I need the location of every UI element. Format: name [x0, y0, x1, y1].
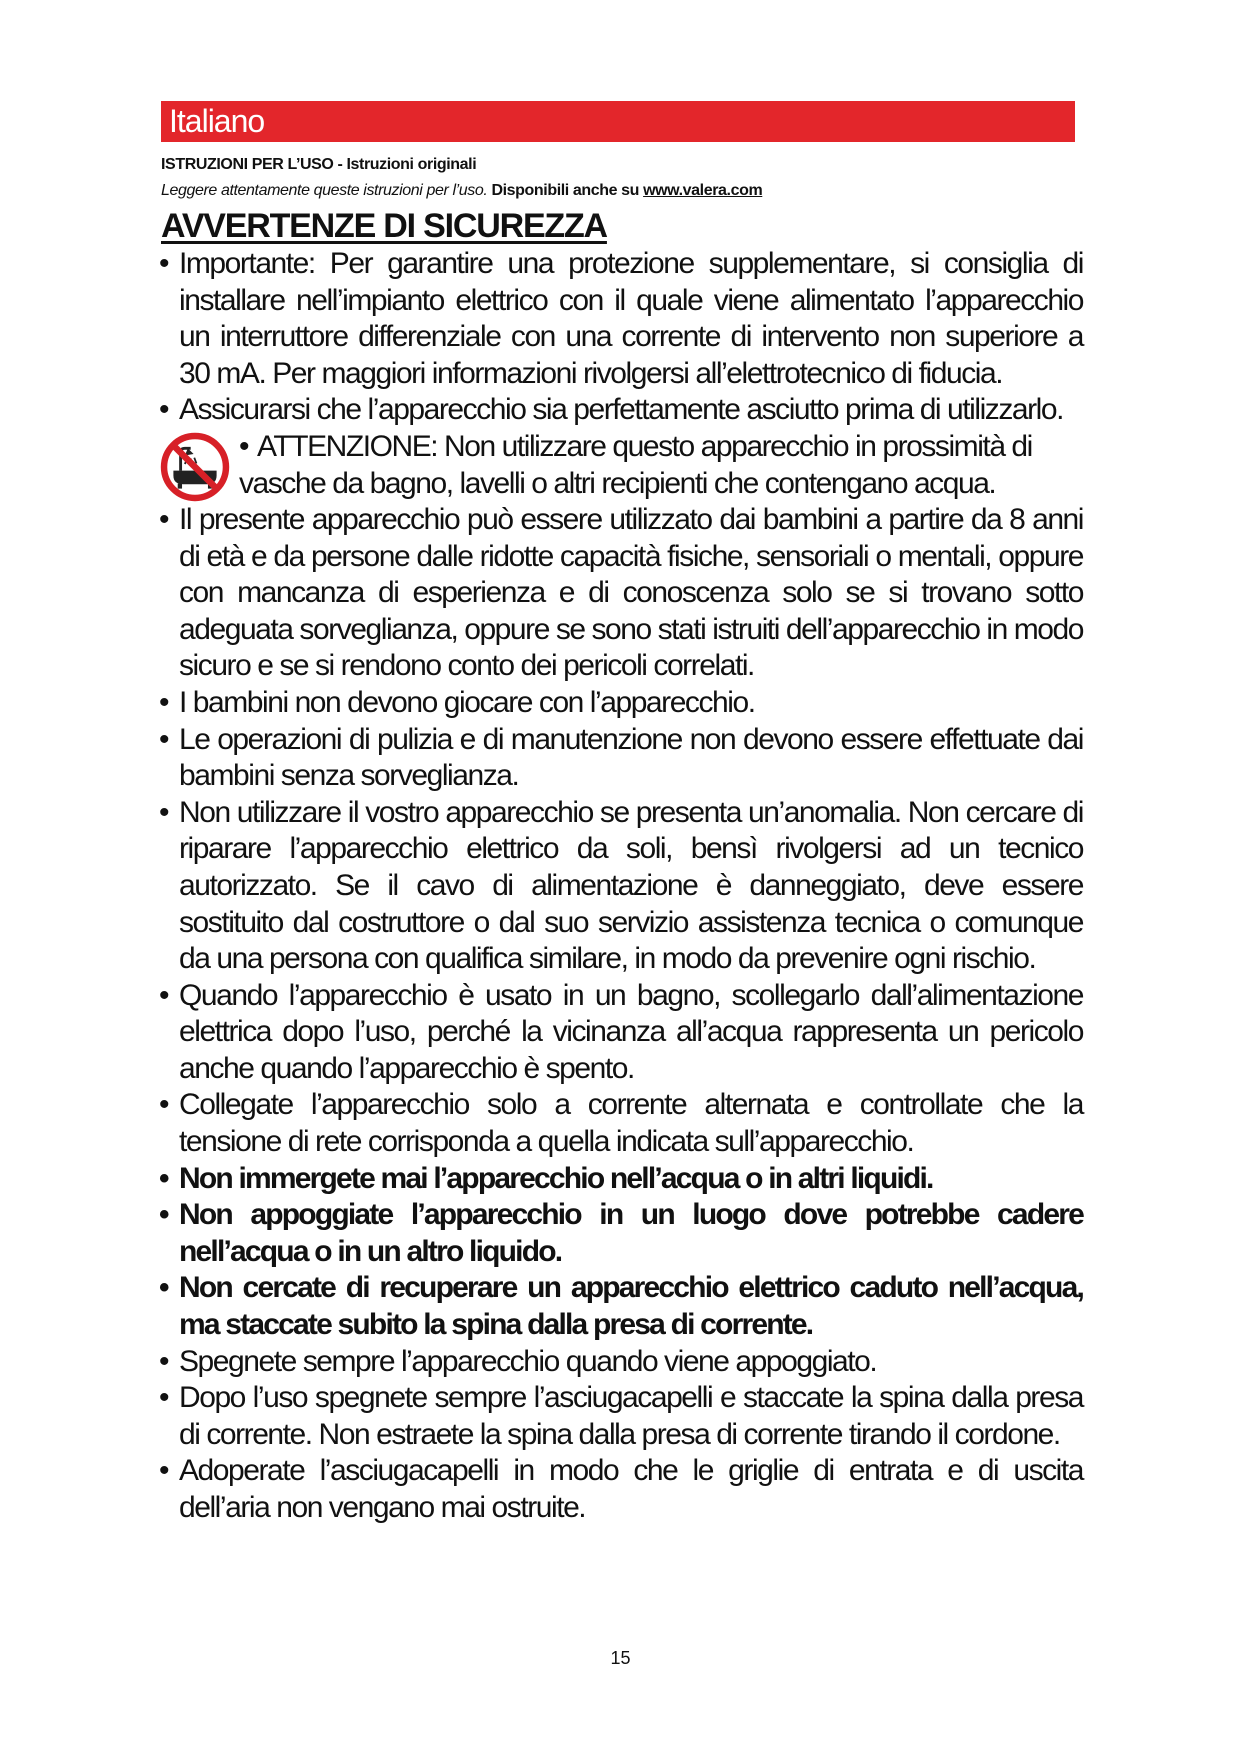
warning-block: [159, 429, 1083, 502]
website-link[interactable]: www.valera.com: [643, 182, 763, 199]
list-item: • Dopo l’uso spegnete sempre l’asciugacapelli e staccate la spina dalla presa di corrente. Non estraete la spina dalla presa di corrente tirando il cordone.: [159, 1380, 1083, 1453]
document-subtitle: ISTRUZIONI PER L’USO - Istruzioni originali: [161, 156, 477, 173]
language-label: Italiano: [169, 103, 265, 139]
list-item: • Spegnete sempre l’apparecchio quando viene appoggiato.: [159, 1344, 1083, 1381]
warning-text: • ATTENZIONE: Non utilizzare questo apparecchio in prossimità di vasche da bagno, lavelli o altri recipienti che contengano acqua.: [239, 429, 1032, 500]
warning-content: ATTENZIONE: Non utilizzare questo apparecchio in prossimità di vasche da bagno, lavelli o altri recipienti che contengano acqua.: [239, 429, 1032, 500]
list-item: • Adoperate l’asciugacapelli in modo che le griglie di entrata e di uscita dell’aria non vengano mai ostruite.: [159, 1453, 1083, 1526]
list-item: • Le operazioni di pulizia e di manutenzione non devono essere effettuate dai bambini senza sorveglianza.: [159, 722, 1083, 795]
list-item-bold: • Non cercate di recuperare un apparecchio elettrico caduto nell’acqua, ma staccate subito la spina dalla presa di corrente.: [159, 1270, 1083, 1343]
language-bar: [161, 101, 1075, 142]
read-note: [161, 182, 762, 200]
page-number: 15: [610, 1648, 631, 1668]
list-item: • Il presente apparecchio può essere utilizzato dai bambini a partire da 8 anni di età e da persone dalle ridotte capacità fisiche, sensoriali o mentali, oppure con mancanza di esperienza e di conoscenza solo se si trovano sotto adeguata sorveglianza, oppure se sono stati istruiti dell’apparecchio in modo sicuro e se si rendono conto dei pericoli correlati.: [159, 502, 1083, 685]
no-bathtub-icon: [159, 431, 231, 503]
list-item: • Importante: Per garantire una protezione supplementare, si consiglia di installare nell’impianto elettrico con il quale viene alimentato l’apparecchio un interruttore differenziale con una corrente di intervento non superiore a 30 mA. Per maggiori informazioni rivolgersi all’elettrotecnico di fiducia.: [159, 246, 1083, 392]
list-item-bold: • Non immergete mai l’apparecchio nell’acqua o in altri liquidi.: [159, 1161, 1083, 1198]
list-item: • Non utilizzare il vostro apparecchio se presenta un’anomalia. Non cercare di riparare l’apparecchio elettrico da soli, bensì rivolgersi ad un tecnico autorizzato. Se il cavo di alimentazione è danneggiato, deve essere sostituito dal costruttore o dal suo servizio assistenza tecnica o comunque da una persona con qualifica similare, in modo da prevenire ogni rischio.: [159, 795, 1083, 978]
list-item-bold: • Non appoggiate l’apparecchio in un luogo dove potrebbe cadere nell’acqua o in un altro liquido.: [159, 1197, 1083, 1270]
read-note-text: Leggere attentamente queste istruzioni per l’uso.: [161, 182, 488, 199]
safety-list: [159, 246, 1083, 1527]
list-item: • I bambini non devono giocare con l’apparecchio.: [159, 685, 1083, 722]
list-item: • Quando l’apparecchio è usato in un bagno, scollegarlo dall’alimentazione elettrica dopo l’uso, perché la vicinanza all’acqua rappresenta un pericolo anche quando l’apparecchio è spento.: [159, 978, 1083, 1088]
section-heading: AVVERTENZE DI SICUREZZA: [161, 207, 607, 245]
list-item: • Assicurarsi che l’apparecchio sia perfettamente asciutto prima di utilizzarlo.: [159, 392, 1083, 429]
list-item: • Collegate l’apparecchio solo a corrente alternata e controllate che la tensione di rete corrisponda a quella indicata sull’apparecchio.: [159, 1087, 1083, 1160]
available-text: Disponibili anche su: [491, 182, 640, 199]
